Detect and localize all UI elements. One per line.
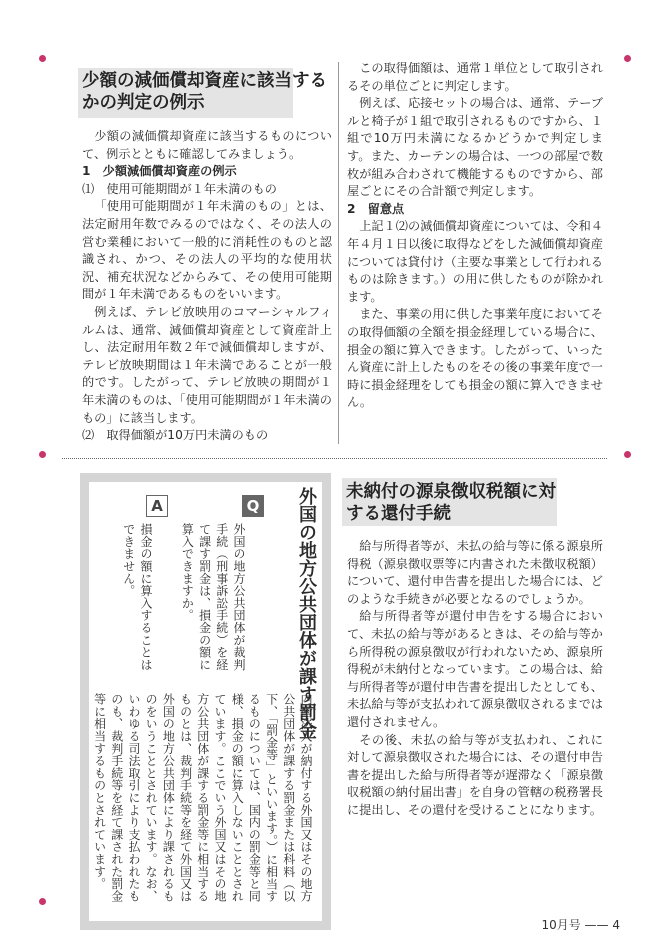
- margin-dot: [39, 451, 46, 458]
- list-item: ⑴ 使用可能期間が１年未満のもの: [82, 181, 277, 196]
- body-paragraph: その後、未払の給与等が支払われ、これに対して源泉徴収された場合には、その還付申告書を提出した給与所得者等が遅滞なく「源泉徴収税額の納付届出書」を自身の管轄の税務署長に提出し、その還付を受けることになります。: [347, 732, 603, 817]
- left-top-article: [82, 128, 332, 445]
- question-text: 外国の地方公共団体が裁判手続（刑事訴訟手続）を経て課す罰金は、損金の額に算入できますか。: [180, 523, 246, 671]
- body-paragraph: 給与所得者等が、未払の給与等に係る源泉所得税（源泉徴収票等に内書された未徴収税額）について、還付申告書を提出した場合には、どのような手続きが必要となるのでしょうか。: [347, 539, 603, 606]
- body-paragraph: 「使用可能期間が１年未満のもの」とは、法定耐用年数でみるのではなく、その法人の営む業種において一般的に消耗性のものと認識され、かつ、その法人の平均的な使用状況、補充状況などからみて、その使用可能期間が１年未満であるものをいいます。: [82, 199, 332, 302]
- body-paragraph: 例えば、応接セットの場合は、通常、テーブルと椅子が１組で取引されるものですから、１組で10万円未満になるかどうかで判定します。また、カーテンの場合は、一つの部屋で数枚が組み合わされて機能するものですから、部屋ごとにその合計額で判定します。: [347, 96, 603, 199]
- right-bottom-article: [347, 538, 603, 820]
- list-item: ⑵ 取得価額が10万円未満のもの: [82, 428, 269, 443]
- page-footer: 10月号 —— 4: [541, 918, 620, 932]
- body-paragraph: 上記１⑵の減価償却資産については、令和４年４月１日以後に取得などをした減価償却資産については貸付け（主要な事業として行われるものは除きます。）の用に供したものが除かれます。: [347, 219, 603, 304]
- section-heading: 2 留意点: [347, 201, 405, 216]
- section-heading: 1 少額減価償却資産の例示: [82, 164, 237, 179]
- answer-continued: 内国法人が納付する外国又はその地方公共団体が課する罰金または科料（以下、「罰金等」といいます。）に相当するものについては、国内の罰金等と同様、損金の額に算入しないこととされています。ここでいう外国又はその地方公共団体が課する罰金等に相当するものとは、裁判手続等を経て外国又は外国の地方公共団体により課されるものをいうこととされています。なお、いわゆる司法取引により支払われたものも、裁判手続等を経て課された罰金等に相当するものとされています。: [92, 693, 313, 903]
- column-divider: [338, 62, 339, 444]
- margin-dot: [624, 451, 631, 458]
- body-paragraph: この取得価額は、通常１単位として取引されるその単位ごとに判定します。: [347, 61, 603, 93]
- body-paragraph: 例えば、テレビ放映用のコマーシャルフィルムは、通常、減価償却資産として資産計上し、法定耐用年数２年で減価償却しますが、テレビ放映期間は１年未満であることが一般的です。したがって、テレビ放映の期間が１年未満のものは、「使用可能期間が１年未満のもの」に該当します。: [82, 304, 332, 425]
- body-paragraph: また、事業の用に供した事業年度においてその取得価額の全額を損金経理している場合に、損金の額に算入できます。したがって、いったん資産に計上したものをその後の事業年度で一時に損金経理をしても損金の額に算入できません。: [347, 307, 603, 410]
- right-top-article: [347, 60, 603, 412]
- margin-dot: [39, 55, 46, 62]
- margin-dot: [39, 898, 46, 905]
- answer-text: 損金の額に算入することはできません。: [121, 523, 153, 671]
- qa-title: 外国の地方公共団体が課す罰金: [296, 487, 317, 739]
- q-badge: Q: [242, 495, 264, 517]
- section-separator: [62, 458, 607, 459]
- qa-box: [80, 473, 331, 930]
- article-title: 未納付の源泉徴収税額に対する還付手続: [346, 482, 556, 524]
- a-badge: A: [146, 495, 168, 517]
- intro-paragraph: 少額の減価償却資産に該当するものについて、例示とともに確認してみましょう。: [82, 129, 332, 161]
- body-paragraph: 給与所得者等が還付申告をする場合において、未払の給与等があるときは、その給与等から所得税の源泉徴収が行われないため、源泉所得税が未納付となっています。この場合は、給与所得者等が還付申告書を提出したとしても、未払給与等が支払われて源泉徴収されるまでは還付されません。: [347, 609, 603, 729]
- article-title: 少額の減価償却資産に該当するかの判定の例示: [82, 71, 327, 113]
- margin-dot: [624, 55, 631, 62]
